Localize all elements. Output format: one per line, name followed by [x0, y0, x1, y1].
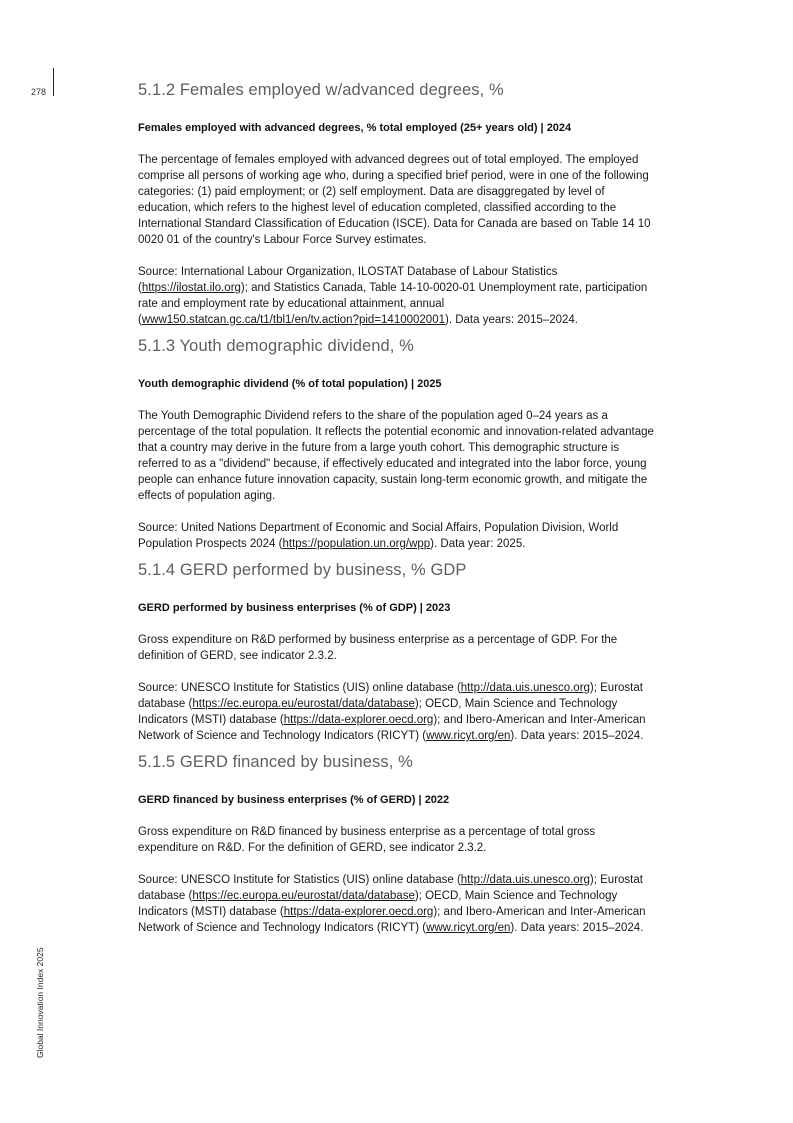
section-subtitle: GERD financed by business enterprises (% of GERD) | 2022: [138, 794, 450, 806]
section-description: Gross expenditure on R&D financed by business enterprise as a percentage of total gross expenditure on R&D. For the definition of GERD, see indicator 2.3.2.: [138, 826, 596, 854]
side-running-title: Global Innovation Index 2025: [35, 947, 45, 1058]
source-text: Source: United Nations Department of Economic and Social Affairs, Population Division, World Population Prospects 2024 (: [138, 522, 619, 550]
section-description: Gross expenditure on R&D performed by business enterprise as a percentage of GDP. For the definition of GERD, see indicator 2.3.2.: [138, 634, 618, 662]
section-source: [138, 264, 658, 328]
section-subtitle: Females employed with advanced degrees, % total employed (25+ years old) | 2024: [138, 122, 572, 134]
section-title: 5.1.4 GERD performed by business, % GDP: [138, 561, 467, 579]
section-description: The Youth Demographic Dividend refers to the share of the population aged 0–24 years as a percentage of the total population. It reflects the potential economic and innovation-related advantage that a country may derive in the future from a large youth cohort. This demographic structure is referred to as a "dividend" because, if effectively educated and integrated into the labor force, young people can enhance future innovation capacity, sustain long-term economic growth, and mitigate the effects of population aging.: [138, 410, 654, 502]
source-link[interactable]: www150.statcan.gc.ca/t1/tbl1/en/tv.action?pid=1410002001: [141, 314, 445, 326]
section-source: [138, 520, 658, 552]
source-text: Source: UNESCO Institute for Statistics (UIS) online database (: [138, 682, 461, 694]
section-5-1-5: [138, 751, 658, 936]
source-link[interactable]: www.ricyt.org/en: [426, 922, 511, 934]
section-5-1-4: [138, 559, 658, 744]
source-text: ). Data years: 2015–2024.: [510, 730, 644, 742]
source-link[interactable]: https://data-explorer.oecd.org: [283, 906, 434, 918]
source-link[interactable]: www.ricyt.org/en: [426, 730, 511, 742]
source-text: ). Data year: 2025.: [430, 538, 526, 550]
page-number-divider: [53, 68, 54, 96]
source-text: ); and Ibero-American and Inter-American Network of Science and Technology Indicators (RICYT) (: [138, 714, 646, 742]
source-link[interactable]: https://ilostat.ilo.org: [141, 282, 241, 294]
source-text: ). Data years: 2015–2024.: [510, 922, 644, 934]
source-text: ); and Ibero-American and Inter-American Network of Science and Technology Indicators (RICYT) (: [138, 906, 646, 934]
source-text: Source: UNESCO Institute for Statistics (UIS) online database (: [138, 874, 461, 886]
section-source: [138, 680, 658, 744]
section-title: 5.1.5 GERD financed by business, %: [138, 753, 413, 771]
source-link[interactable]: http://data.uis.unesco.org: [460, 682, 590, 694]
source-link[interactable]: https://population.un.org/wpp: [282, 538, 431, 550]
source-text: Source: International Labour Organization, ILOSTAT Database of Labour Statistics (: [138, 266, 558, 294]
main-content: [138, 79, 658, 943]
page-number: 278: [31, 87, 47, 97]
section-title: 5.1.3 Youth demographic dividend, %: [138, 337, 414, 355]
section-5-1-3: [138, 335, 658, 552]
source-link[interactable]: https://data-explorer.oecd.org: [283, 714, 434, 726]
source-text: ); Eurostat database (: [138, 874, 643, 902]
source-text: ); Eurostat database (: [138, 682, 643, 710]
source-text: ). Data years: 2015–2024.: [445, 314, 578, 326]
section-5-1-2: [138, 79, 658, 328]
section-title: 5.1.2 Females employed w/advanced degrees, %: [138, 81, 504, 99]
source-text: ); OECD, Main Science and Technology Indicators (MSTI) database (: [138, 698, 618, 726]
section-subtitle: Youth demographic dividend (% of total population) | 2025: [138, 378, 442, 390]
source-text: ); OECD, Main Science and Technology Indicators (MSTI) database (: [138, 890, 618, 918]
section-source: [138, 872, 658, 936]
source-link[interactable]: http://data.uis.unesco.org: [460, 874, 590, 886]
source-text: ); and Statistics Canada, Table 14-10-0020-01 Unemployment rate, participation rate and employment rate by educational attainment, annual (: [138, 282, 648, 326]
section-subtitle: GERD performed by business enterprises (% of GDP) | 2023: [138, 602, 451, 614]
source-link[interactable]: https://ec.europa.eu/eurostat/data/database: [192, 890, 415, 902]
source-link[interactable]: https://ec.europa.eu/eurostat/data/database: [192, 698, 415, 710]
section-description: The percentage of females employed with advanced degrees out of total employed. The employed comprise all persons of working age who, during a specified brief period, were in one of the following categories: (1) paid employment; or (2) self employment. Data are disaggregated by level of education, which refers to the highest level of education completed, classified according to the International Standard Classification of Education (ISCE). Data for Canada are based on Table 14 10 0020 01 of the country's Labour Force Survey estimates.: [138, 154, 651, 246]
